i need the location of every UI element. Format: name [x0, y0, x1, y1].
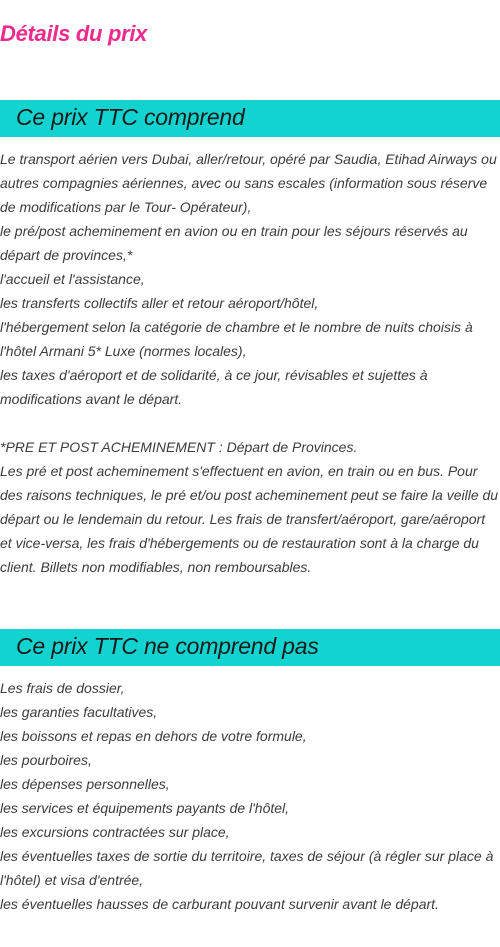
- excluded-line: les services et équipements payants de l'hôtel,: [0, 800, 290, 816]
- excluded-line: les dépenses personnelles,: [0, 776, 170, 792]
- excluded-section-body: [0, 676, 500, 916]
- included-line: les taxes d'aéroport et de solidarité, à ce jour, révisables et sujettes à modifications avant le départ.: [0, 367, 428, 407]
- excluded-line: les garanties facultatives,: [0, 704, 158, 720]
- included-section-body: [0, 147, 500, 579]
- included-line: l'accueil et l'assistance,: [0, 271, 145, 287]
- excluded-line: les excursions contractées sur place,: [0, 824, 230, 840]
- spacer: [0, 411, 500, 435]
- included-line: Le transport aérien vers Dubai, aller/retour, opéré par Saudia, Etihad Airways ou autres compagnies aériennes, avec ou sans escales (information sous réserve de modifications par le Tour- Opérateur),: [0, 151, 497, 215]
- excluded-line: les boissons et repas en dehors de votre formule,: [0, 728, 307, 744]
- included-line: les transferts collectifs aller et retour aéroport/hôtel,: [0, 295, 319, 311]
- excluded-section-header: [0, 629, 500, 666]
- excluded-line: les éventuelles hausses de carburant pouvant survenir avant le départ.: [0, 896, 439, 912]
- included-heading: Ce prix TTC comprend: [16, 104, 245, 130]
- excluded-line: Les frais de dossier,: [0, 680, 125, 696]
- excluded-line: les pourboires,: [0, 752, 92, 768]
- excluded-heading: Ce prix TTC ne comprend pas: [16, 633, 319, 659]
- included-line: le pré/post acheminement en avion ou en train pour les séjours réservés au départ de provinces,*: [0, 223, 468, 263]
- note-title: *PRE ET POST ACHEMINEMENT : Départ de Provinces.: [0, 439, 358, 455]
- page-title: Détails du prix: [0, 21, 148, 46]
- excluded-line: les éventuelles taxes de sortie du territoire, taxes de séjour (à régler sur place à l'hôtel) et visa d'entrée,: [0, 848, 494, 888]
- included-section-header: [0, 100, 500, 137]
- note-text: Les pré et post acheminement s'effectuent en avion, en train ou en bus. Pour des raisons techniques, le pré et/ou post acheminement peut se faire la veille du départ ou le lendemain du retour. Les frais de transfert/aéroport, gare/aéroport et vice-versa, les frais d'hébergements ou de restauration sont à la charge du client. Billets non modifiables, non remboursables.: [0, 463, 499, 575]
- included-line: l'hébergement selon la catégorie de chambre et le nombre de nuits choisis à l'hôtel Armani 5* Luxe (normes locales),: [0, 319, 473, 359]
